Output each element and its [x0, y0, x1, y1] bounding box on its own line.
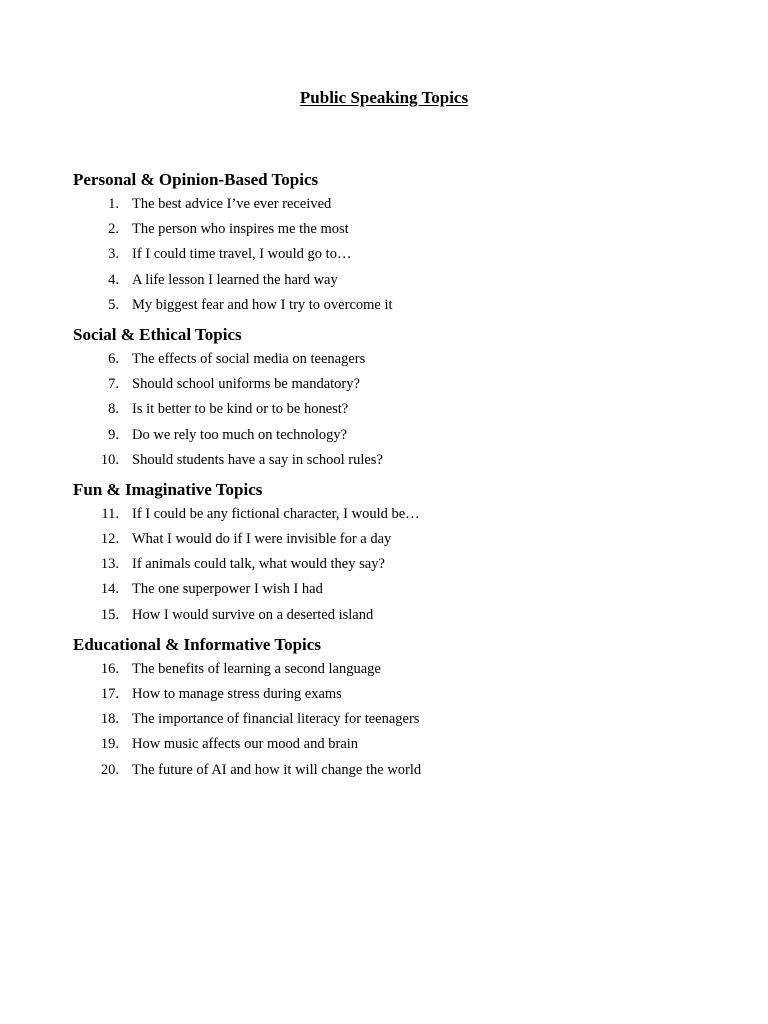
item-number: 16. — [100, 660, 119, 677]
list-item — [73, 732, 713, 757]
item-number: 13. — [100, 556, 119, 573]
item-text: The effects of social media on teenagers — [132, 350, 366, 367]
item-text: Should students have a say in school rules? — [132, 451, 383, 468]
item-number: 2. — [108, 221, 119, 238]
item-text: How to manage stress during exams — [132, 686, 342, 702]
topic-list — [73, 192, 713, 318]
item-text: The person who inspires me the most — [132, 221, 349, 238]
item-number: 1. — [108, 196, 119, 212]
item-number: 9. — [108, 426, 119, 443]
list-item — [73, 758, 713, 783]
item-text: If I could be any fictional character, I would be… — [132, 505, 420, 522]
item-text: If I could time travel, I would go to… — [132, 246, 352, 263]
list-item — [73, 192, 713, 217]
document-body — [73, 168, 713, 788]
item-number: 4. — [108, 271, 119, 288]
list-item — [73, 268, 713, 293]
item-text: Should school uniforms be mandatory? — [132, 376, 360, 393]
item-number: 10. — [100, 451, 119, 468]
item-number: 17. — [100, 686, 119, 702]
list-item — [73, 552, 713, 577]
list-item — [73, 707, 713, 732]
item-number: 15. — [100, 606, 119, 623]
item-number: 11. — [101, 505, 119, 522]
item-text: What I would do if I were invisible for a day — [132, 531, 392, 548]
item-text: Do we rely too much on technology? — [132, 426, 348, 443]
item-number: 18. — [100, 711, 119, 728]
item-text: The importance of financial literacy for teenagers — [132, 711, 420, 728]
list-item — [73, 293, 713, 318]
list-item — [73, 448, 713, 473]
list-item — [73, 423, 713, 448]
item-text: Is it better to be kind or to be honest? — [132, 401, 349, 418]
item-text: My biggest fear and how I try to overcome it — [132, 296, 393, 313]
list-item — [73, 397, 713, 422]
list-item — [73, 603, 713, 628]
item-number: 5. — [108, 296, 119, 313]
list-item — [73, 372, 713, 397]
item-number: 8. — [108, 401, 119, 418]
topic-list — [73, 657, 713, 783]
section-heading: Educational & Informative Topics — [73, 634, 321, 654]
item-number: 7. — [108, 376, 119, 393]
item-text: How I would survive on a deserted island — [132, 606, 374, 623]
list-item — [73, 682, 713, 707]
item-text: How music affects our mood and brain — [132, 736, 359, 753]
item-text: If animals could talk, what would they say? — [132, 556, 385, 573]
list-item — [73, 657, 713, 682]
item-number: 19. — [100, 736, 119, 753]
list-item — [73, 502, 713, 527]
page-title: Public Speaking Topics — [299, 88, 469, 107]
list-item — [73, 217, 713, 242]
item-number: 20. — [100, 761, 119, 778]
item-number: 6. — [108, 350, 119, 367]
section-heading: Personal & Opinion-Based Topics — [73, 170, 319, 189]
item-text: The one superpower I wish I had — [132, 581, 323, 598]
item-text: The benefits of learning a second language — [132, 660, 381, 677]
section-educational-informative — [73, 633, 713, 783]
item-number: 14. — [100, 581, 119, 598]
item-text: The future of AI and how it will change the world — [132, 761, 422, 778]
section-heading: Social & Ethical Topics — [73, 324, 242, 344]
section-personal-opinion — [73, 168, 713, 318]
item-number: 12. — [100, 531, 119, 548]
section-social-ethical — [73, 323, 713, 473]
item-text: The best advice I’ve ever received — [132, 196, 332, 212]
list-item — [73, 347, 713, 372]
list-item — [73, 577, 713, 602]
item-text: A life lesson I learned the hard way — [132, 271, 338, 288]
topic-list — [73, 502, 713, 628]
item-number: 3. — [108, 246, 119, 263]
section-heading: Fun & Imaginative Topics — [73, 479, 263, 499]
list-item — [73, 527, 713, 552]
topic-list — [73, 347, 713, 473]
list-item — [73, 242, 713, 267]
section-fun-imaginative — [73, 478, 713, 628]
